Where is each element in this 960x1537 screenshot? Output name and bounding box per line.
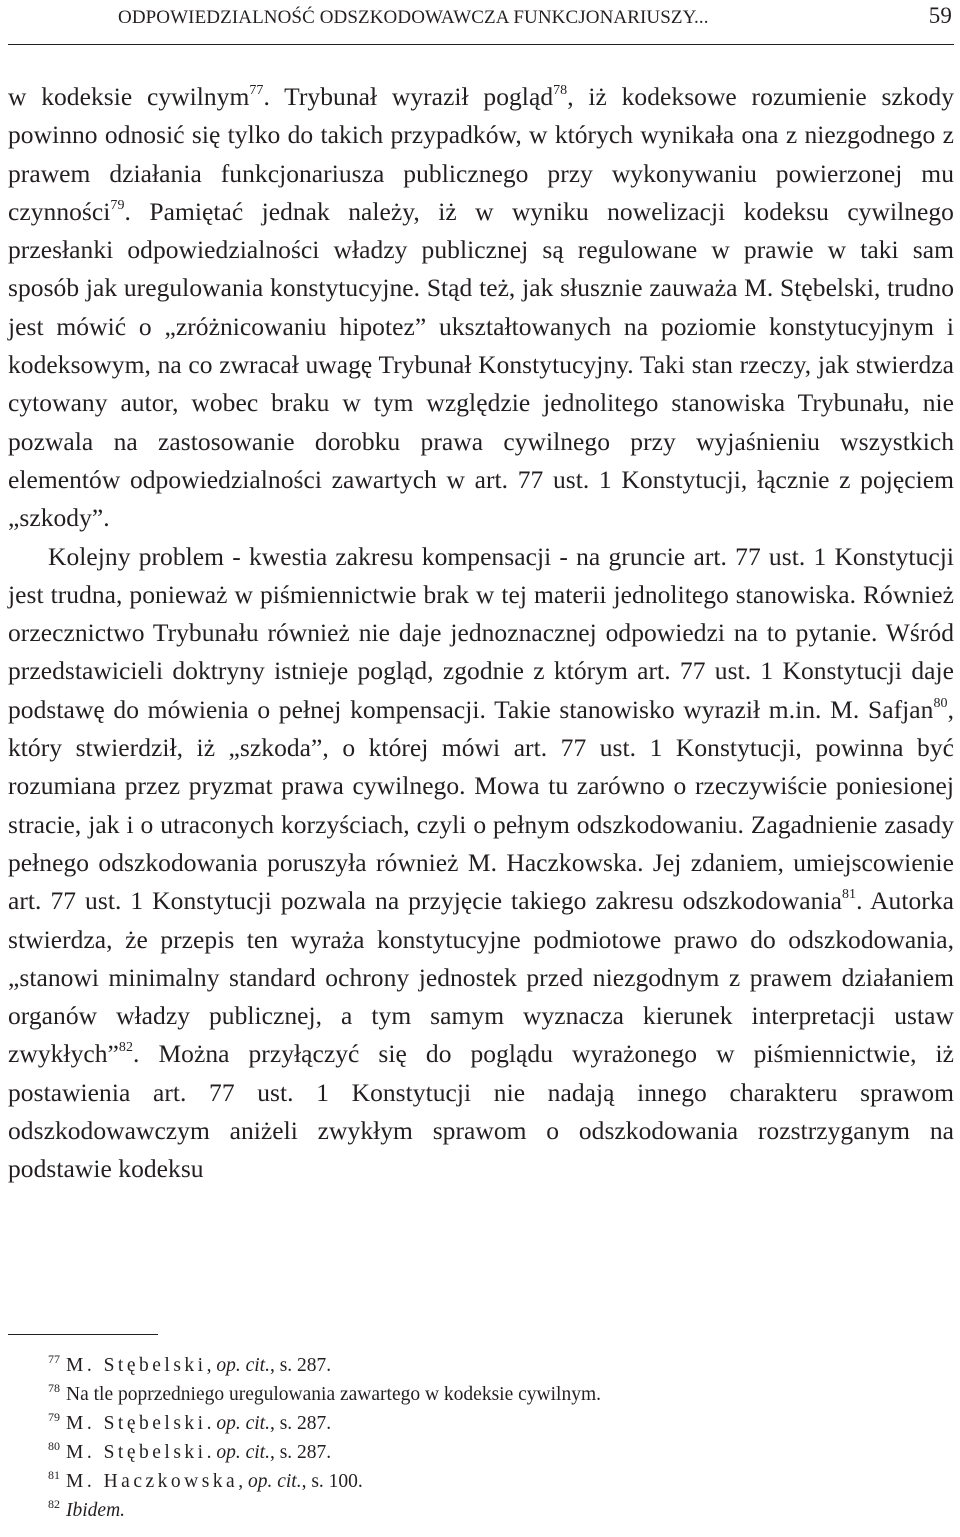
footnote-separator-text: ,	[238, 1471, 248, 1492]
footnote-author: M. Haczkowska	[66, 1471, 239, 1492]
text-run: . Pamiętać jednak należy, iż w wyniku nowelizacji kodeksu cywilnego przesłanki odpowiedzialności władzy publicznej są regulowane w prawie w taki sam sposób jak uregulowania konstytucyjne. Stąd też, jak słusznie zauważa M. Stębelski, trudno jest mówić o „zróżnicowaniu hipotez” ukształtowanych na poziomie konstytucyjnym i kodeksowym, na co zwracał uwagę Trybunał Konstytucyjny. Taki stan rzeczy, jak stwierdza cytowany autor, wobec braku w tym względzie jednolitego stanowiska Trybunału, nie pozwala na zastosowanie dorobku prawa cywilnego przy wyjaśnieniu wszystkich elementów odpowiedzialności zawartych w art. 77 ust. 1 Konstytucji, łącznie z pojęciem „szkody”.	[8, 196, 954, 533]
footnote-81	[48, 1467, 948, 1496]
footnote-78	[48, 1380, 948, 1409]
main-text	[8, 78, 954, 1189]
footnote-number: 77	[48, 1352, 60, 1366]
header-rule	[8, 44, 954, 45]
footnote-citation: op. cit.	[216, 1355, 270, 1376]
footnote-number: 81	[48, 1468, 60, 1482]
running-header	[118, 3, 954, 33]
footnote-77	[48, 1351, 948, 1380]
footnote-ref-80[interactable]: 80	[933, 695, 948, 711]
footnote-number: 80	[48, 1439, 60, 1453]
footnote-page: , s. 100.	[301, 1471, 363, 1492]
text-run: , który stwierdził, iż „szkoda”, o której mówi art. 77 ust. 1 Konstytucji, powinna być rozumiana przez pryzmat prawa cywilnego. Mowa tu zarówno o rzeczywiście poniesionej stracie, jak i o utraconych korzyściach, czyli o pełnym odszkodowaniu. Zagadnienie zasady pełnego odszkodowania poruszyła również M. Haczkowska. Jej zdaniem, umiejscowienie art. 77 ust. 1 Konstytucji pozwala na przyjęcie takiego zakresu odszkodowania	[8, 694, 954, 916]
footnote-citation: op. cit.	[216, 1413, 270, 1434]
footnote-separator	[8, 1334, 158, 1335]
footnote-author: M. Stębelski	[66, 1355, 207, 1376]
text-run: . Trybunał wyraził pogląd	[263, 82, 554, 111]
paragraph-1	[8, 78, 954, 538]
footnote-separator-text: ,	[206, 1355, 217, 1376]
footnote-ref-78[interactable]: 78	[553, 83, 568, 98]
running-header-title: ODPOWIEDZIALNOŚĆ ODSZKODOWAWCZA FUNKCJONARIUSZY...	[118, 7, 709, 28]
footnote-author: M. Stębelski	[66, 1442, 207, 1463]
footnote-ref-81[interactable]: 81	[841, 887, 857, 903]
page-number: 59	[928, 3, 952, 28]
footnote-separator-text: .	[206, 1413, 217, 1434]
footnote-citation: op. cit.	[216, 1442, 270, 1463]
footnotes	[48, 1351, 948, 1525]
footnote-number: 78	[48, 1381, 60, 1395]
text-run: . Można przyłączyć się do poglądu wyrażonego w piśmiennictwie, iż postawienia art. 77 ust. 1 Konstytucji nie nadają innego charakteru sprawom odszkodowawczym aniżeli zwykłym sprawom o odszkodowania rozstrzyganym na podstawie kodeksu	[8, 1039, 954, 1184]
footnote-ref-79[interactable]: 79	[110, 197, 125, 213]
footnote-page: , s. 287.	[269, 1442, 332, 1463]
footnote-82	[48, 1496, 948, 1525]
paragraph-2	[8, 538, 954, 1189]
footnote-79	[48, 1409, 948, 1438]
text-run: , iż kodeksowe rozumienie szkody powinno odnosić się tylko do takich przypadków, w których wynikała ona z niezgodnego z prawem działania funkcjonariusza publicznego przy wykonywaniu powierzonej mu czynności	[8, 82, 955, 226]
footnote-number: 82	[48, 1497, 60, 1511]
footnote-page: , s. 287.	[269, 1355, 332, 1376]
footnote-number: 79	[48, 1410, 60, 1424]
footnote-citation: op. cit.	[247, 1471, 302, 1492]
footnote-page: , s. 287.	[269, 1413, 332, 1434]
footnote-ref-82[interactable]: 82	[118, 1040, 134, 1056]
text-run: . Autorka stwierdza, że przepis ten wyraża konstytucyjne podmiotowe prawo do odszkodowania, „stanowi minimalny standard ochrony jednostek przed niezgodnym z prawem działaniem organów władzy publicznej, a tym samym wyznacza kierunek interpretacji ustaw zwykłych”	[8, 886, 954, 1069]
text-run: w kodeksie cywilnym	[8, 82, 250, 111]
footnote-author: M. Stębelski	[66, 1413, 207, 1434]
footnote-80	[48, 1438, 948, 1467]
footnote-separator-text: .	[206, 1442, 217, 1463]
footnote-ref-77[interactable]: 77	[249, 83, 264, 98]
footnote-text: Na tle poprzedniego uregulowania zawartego w kodeksie cywilnym.	[66, 1384, 601, 1405]
footnote-citation: Ibidem.	[66, 1500, 126, 1521]
text-run: Kolejny problem - kwestia zakresu kompensacji - na gruncie art. 77 ust. 1 Konstytucji jest trudna, ponieważ w piśmiennictwie brak w tej materii jednolitego stanowiska. Również orzecznictwo Trybunału również nie daje jednoznacznej odpowiedzi na to pytanie. Wśród przedstawicieli doktryny istnieje pogląd, zgodnie z którym art. 77 ust. 1 Konstytucji daje podstawę do mówienia o pełnej kompensacji. Takie stanowisko wyraził m.in. M. Safjan	[8, 541, 954, 724]
